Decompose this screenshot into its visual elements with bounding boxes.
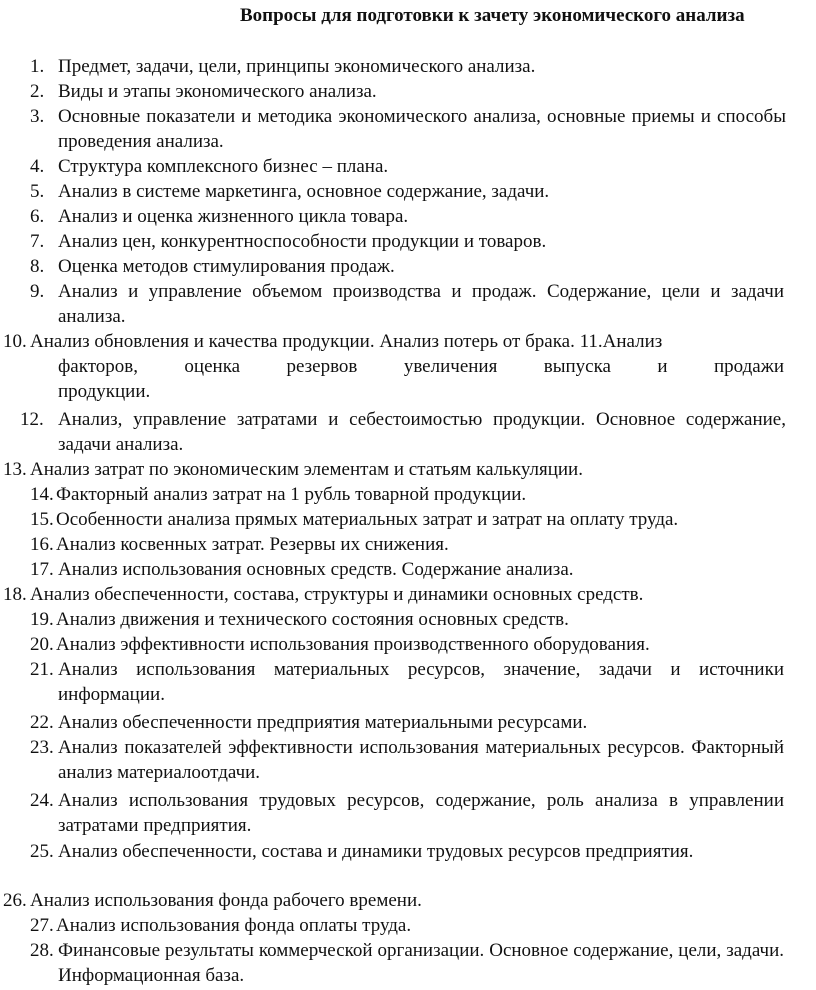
item-text: Финансовые результаты коммерческой организации. Основное содержание, цели, задачи. Информационная база. <box>58 940 784 986</box>
document-title: Вопросы для подготовки к зачету экономического анализа <box>240 5 745 26</box>
item-text: Анализ использования трудовых ресурсов, содержание, роль анализа в управлении затратами предприятия. <box>58 790 784 836</box>
item-text: Особенности анализа прямых материальных затрат и затрат на оплату труда. <box>56 509 679 530</box>
item-number: 17. <box>30 559 54 580</box>
item-text: Анализ эффективности использования производственного оборудования. <box>56 634 650 655</box>
item-text: Факторный анализ затрат на 1 рубль товарной продукции. <box>56 484 527 505</box>
item-number: 22. <box>30 712 54 733</box>
item-text: Анализ, управление затратами и себестоимостью продукции. Основное содержание, задачи анализа. <box>58 409 786 455</box>
item-number: 12. <box>20 409 44 430</box>
item-number: 28. <box>30 940 54 961</box>
item-text: Структура комплексного бизнес – плана. <box>58 156 389 177</box>
item-number: 26. <box>3 890 27 911</box>
item-number: 14. <box>30 484 54 505</box>
item-number: 15. <box>30 509 54 530</box>
item-text: Виды и этапы экономического анализа. <box>58 81 377 102</box>
item-text: Анализ обеспеченности, состава, структуры и динамики основных средств. <box>30 584 644 605</box>
item-number: 1. <box>30 56 45 77</box>
item-number: 7. <box>30 231 45 252</box>
item-text: Анализ обеспеченности, состава и динамики трудовых ресурсов предприятия. <box>58 841 694 862</box>
item-number: 24. <box>30 790 54 811</box>
item-text: Анализ использования фонда оплаты труда. <box>56 915 412 936</box>
item-text: Анализ обеспеченности предприятия материальными ресурсами. <box>58 712 588 733</box>
item-text: Оценка методов стимулирования продаж. <box>58 256 395 277</box>
item-text-line: факторов, оценка резервов увеличения выпуска и продажи <box>58 356 784 377</box>
item-number: 13. <box>3 459 27 480</box>
item-text: Анализ использования основных средств. Содержание анализа. <box>58 559 574 580</box>
item-number: 20. <box>30 634 54 655</box>
item-number: 5. <box>30 181 45 202</box>
item-text: Предмет, задачи, цели, принципы экономического анализа. <box>58 56 536 77</box>
item-text: Анализ цен, конкурентноспособности продукции и товаров. <box>58 231 547 252</box>
item-number: 19. <box>30 609 54 630</box>
item-text: Анализ показателей эффективности использования материальных ресурсов. Факторный анализ материалоотдачи. <box>58 737 784 783</box>
item-text: Основные показатели и методика экономического анализа, основные приемы и способы проведения анализа. <box>58 106 786 152</box>
item-number: 21. <box>30 659 54 680</box>
item-number: 6. <box>30 206 45 227</box>
item-number: 3. <box>30 106 45 127</box>
item-text-line: Анализ обновления и качества продукции. Анализ потерь от брака. 11.Анализ <box>30 331 663 352</box>
item-text: Анализ затрат по экономическим элементам и статьям калькуляции. <box>30 459 583 480</box>
item-number: 2. <box>30 81 45 102</box>
item-text: Анализ и управление объемом производства и продаж. Содержание, цели и задачи анализа. <box>58 281 784 327</box>
item-number: 27. <box>30 915 54 936</box>
item-text: Анализ использования материальных ресурсов, значение, задачи и источники информации. <box>58 659 784 705</box>
item-number: 16. <box>30 534 54 555</box>
item-text: Анализ косвенных затрат. Резервы их снижения. <box>56 534 449 555</box>
item-number: 25. <box>30 841 54 862</box>
item-number: 10. <box>3 331 27 352</box>
item-text: Анализ движения и технического состояния основных средств. <box>56 609 569 630</box>
item-number: 18. <box>3 584 27 605</box>
item-number: 8. <box>30 256 45 277</box>
item-number: 9. <box>30 281 45 302</box>
item-text: Анализ использования фонда рабочего времени. <box>30 890 422 911</box>
item-text: Анализ в системе маркетинга, основное содержание, задачи. <box>58 181 550 202</box>
item-number: 23. <box>30 737 54 758</box>
item-text: Анализ и оценка жизненного цикла товара. <box>58 206 409 227</box>
item-text-line: продукции. <box>58 381 151 402</box>
item-number: 4. <box>30 156 45 177</box>
